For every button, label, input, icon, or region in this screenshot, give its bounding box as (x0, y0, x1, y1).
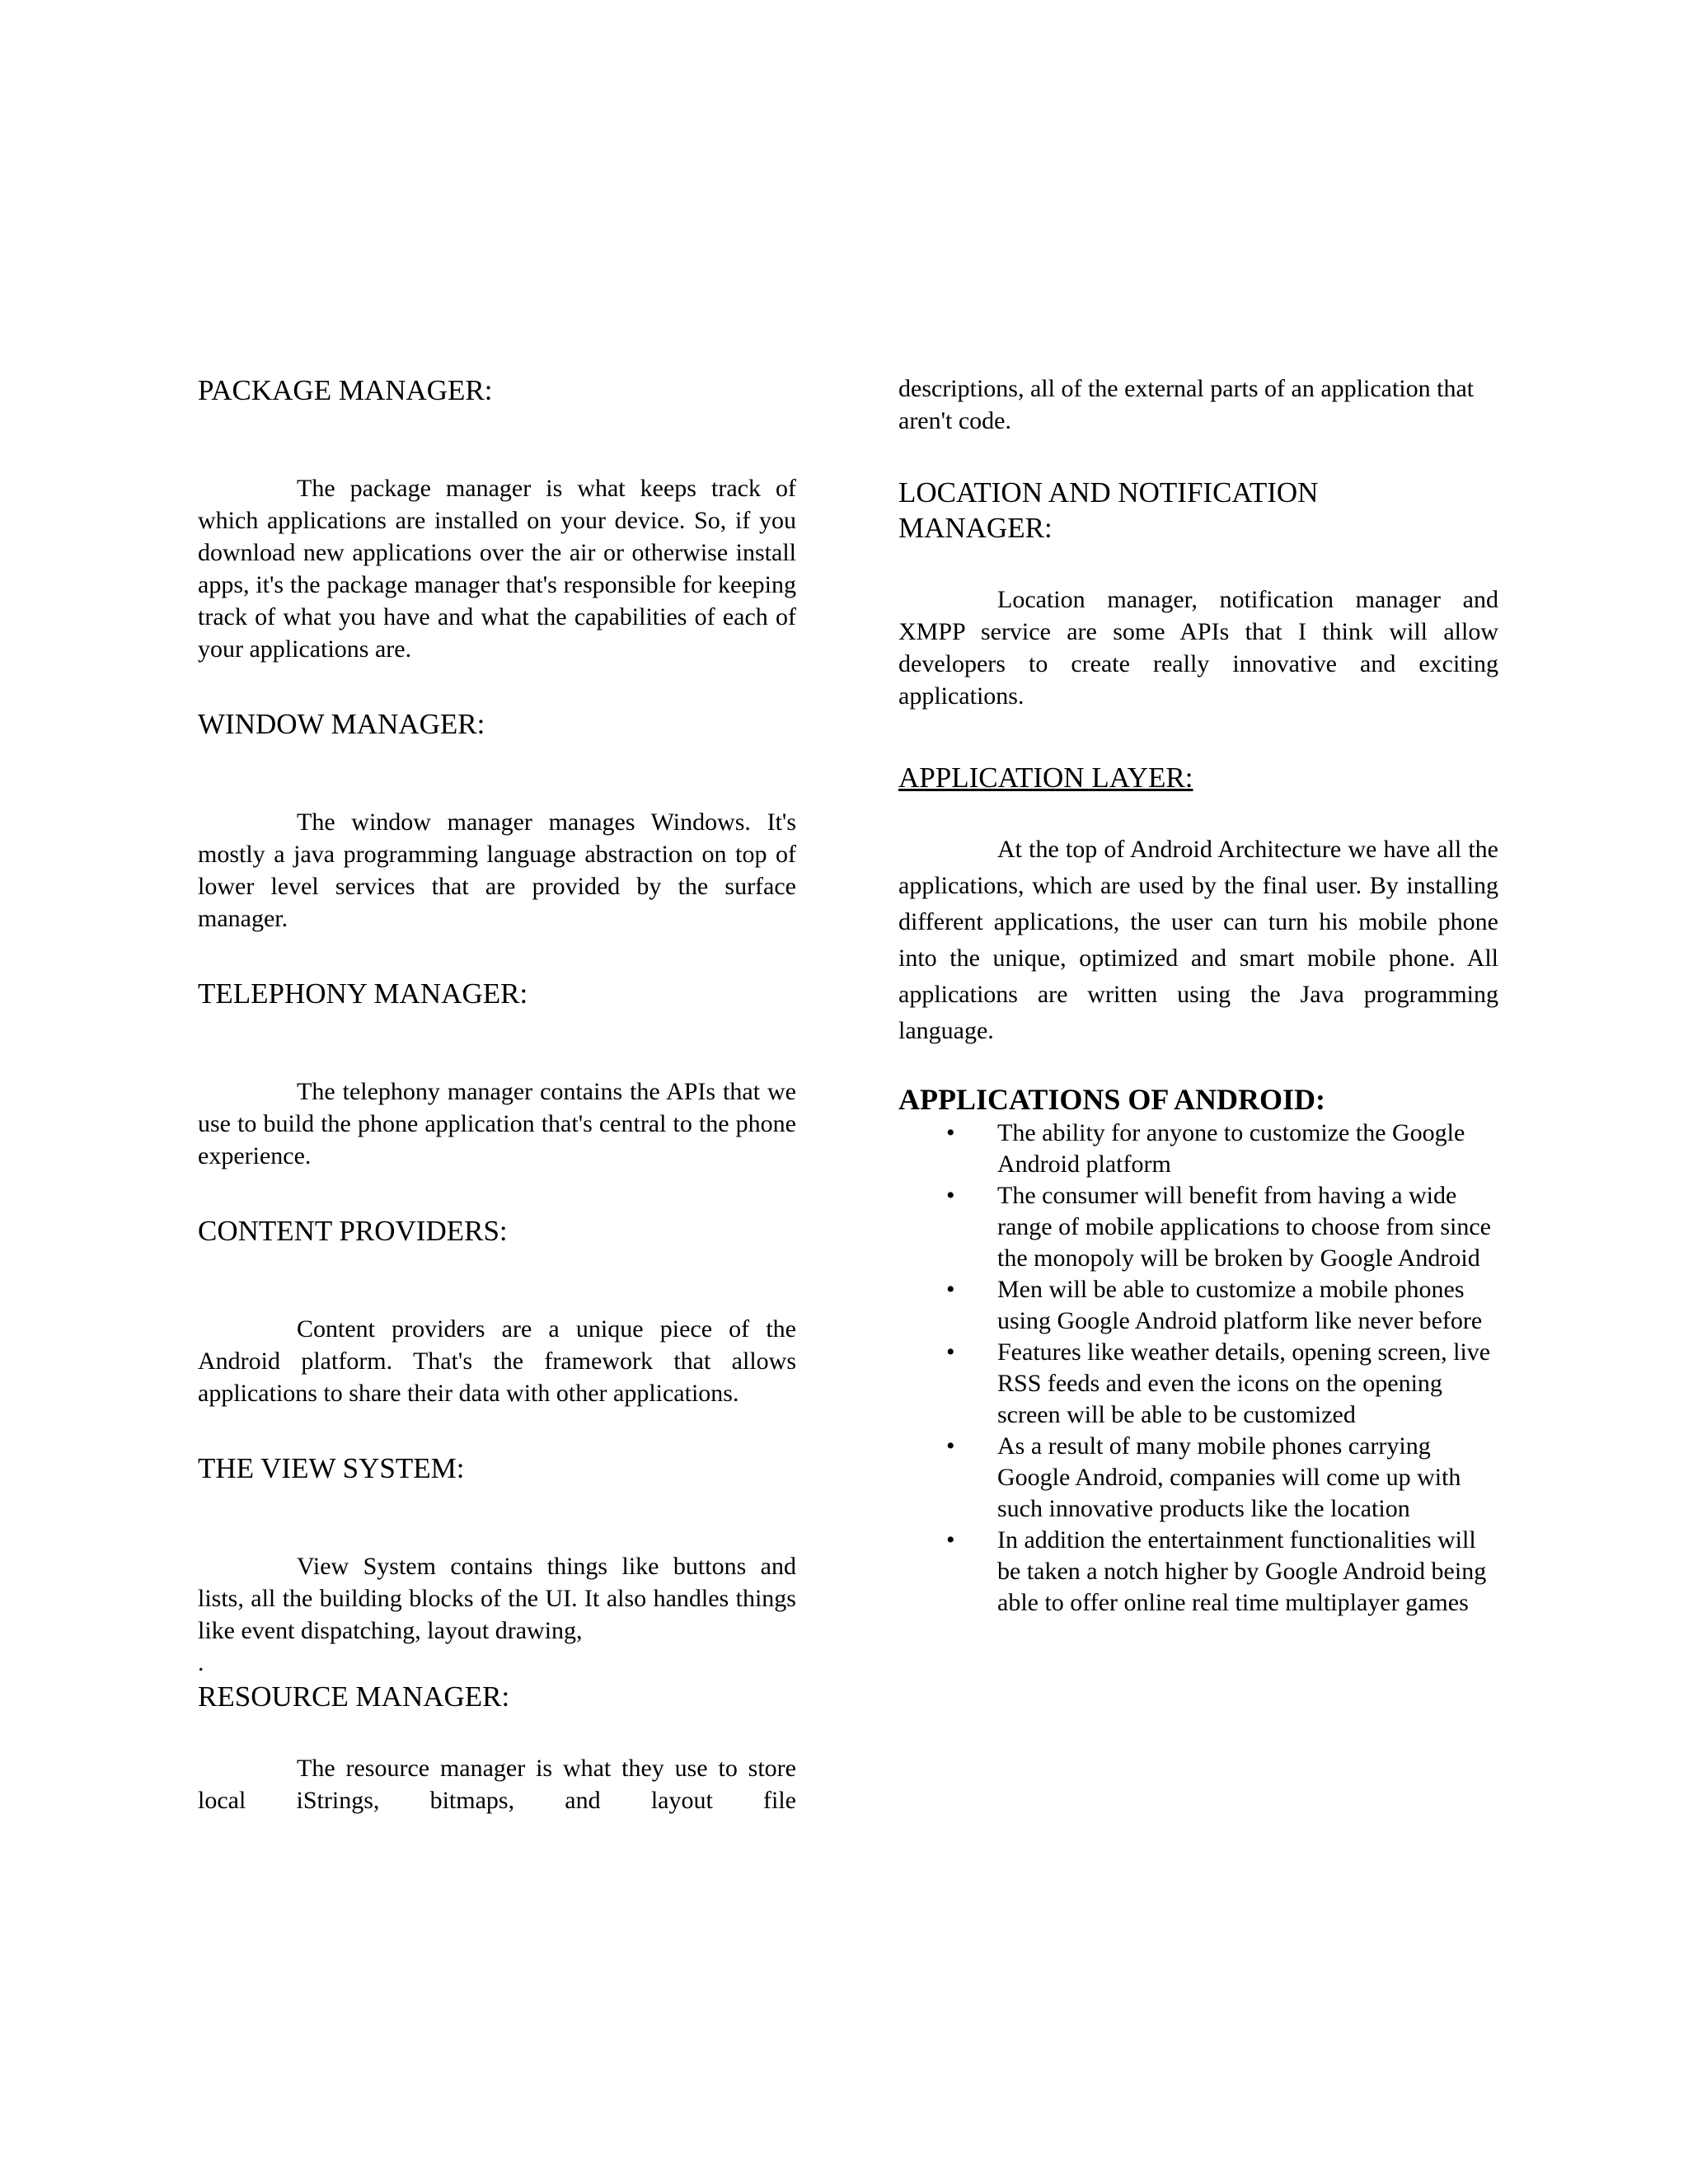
bullet-icon: • (946, 1182, 955, 1209)
content-providers-body: Content providers are a unique piece of the Android platform. That's the framework that allows applications to share their data with other applications. (198, 1315, 796, 1407)
list-item-text: Men will be able to customize a mobile phones using Google Android platform like never before (997, 1276, 1483, 1334)
view-system-heading: THE VIEW SYSTEM: (198, 1452, 465, 1484)
resource-manager-continued: descriptions, all of the external parts of an application that aren't code. (898, 375, 1475, 434)
right-column (898, 373, 1498, 1619)
telephony-manager-body: The telephony manager contains the APIs that we use to build the phone application that's central to the phone experience. (198, 1078, 796, 1169)
package-manager-heading: PACKAGE MANAGER: (198, 374, 493, 406)
list-item (898, 1118, 1498, 1180)
bullet-icon: • (946, 1276, 955, 1303)
telephony-manager-heading: TELEPHONY MANAGER: (198, 977, 528, 1010)
applications-list (898, 1118, 1498, 1619)
list-item (898, 1431, 1498, 1525)
left-column (198, 373, 796, 1816)
view-system-body: View System contains things like buttons and lists, all the building blocks of the UI. It also handles things like event dispatching, layout drawing, (198, 1553, 796, 1644)
applications-of-android-heading: APPLICATIONS OF ANDROID: (898, 1083, 1326, 1116)
list-item-text: The consumer will benefit from having a wide range of mobile applications to choose from since the monopoly will be broken by Google Android (997, 1182, 1491, 1272)
location-notification-heading: LOCATION AND NOTIFICATION MANAGER: (898, 476, 1319, 544)
bullet-icon: • (946, 1119, 955, 1146)
list-item (898, 1525, 1498, 1619)
window-manager-heading: WINDOW MANAGER: (198, 708, 485, 740)
list-item-text: The ability for anyone to customize the Google Android platform (997, 1119, 1465, 1178)
package-manager-body: The package manager is what keeps track of which applications are installed on your device. So, if you download new applications over the air or otherwise install apps, it's the package manager that's responsible for keeping track of what you have and what the capabilities of each of your applications are. (198, 475, 796, 663)
list-item (898, 1337, 1498, 1431)
list-item (898, 1274, 1498, 1337)
bullet-icon: • (946, 1432, 955, 1460)
resource-manager-body: The resource manager is what they use to store local iStrings, bitmaps, and layout file (198, 1755, 796, 1814)
list-item-text: Features like weather details, opening screen, live RSS feeds and even the icons on the opening screen will be able to be customized (997, 1338, 1491, 1428)
list-item-text: As a result of many mobile phones carrying Google Android, companies will come up with such innovative products like the location (997, 1432, 1461, 1522)
application-layer-heading: APPLICATION LAYER: (898, 762, 1193, 794)
list-item-text: In addition the entertainment functionalities will be taken a notch higher by Google Android being able to offer online real time multiplayer games (997, 1526, 1487, 1616)
bullet-icon: • (946, 1338, 955, 1366)
location-notification-body: Location manager, notification manager and XMPP service are some APIs that I think will allow developers to create really innovative and exciting applications. (898, 586, 1498, 710)
resource-manager-heading: RESOURCE MANAGER: (198, 1680, 510, 1713)
window-manager-body: The window manager manages Windows. It's mostly a java programming language abstraction on top of lower level services that are provided by the surface manager. (198, 808, 796, 932)
view-system-trailing-dot: . (198, 1649, 204, 1676)
bullet-icon: • (946, 1526, 955, 1554)
list-item (898, 1180, 1498, 1274)
application-layer-body: At the top of Android Architecture we have all the applications, which are used by the final user. By installing different applications, the user can turn his mobile phone into the unique, optimized and smart mobile phone. All applications are written using the Java programming language. (898, 836, 1498, 1044)
content-providers-heading: CONTENT PROVIDERS: (198, 1215, 508, 1247)
